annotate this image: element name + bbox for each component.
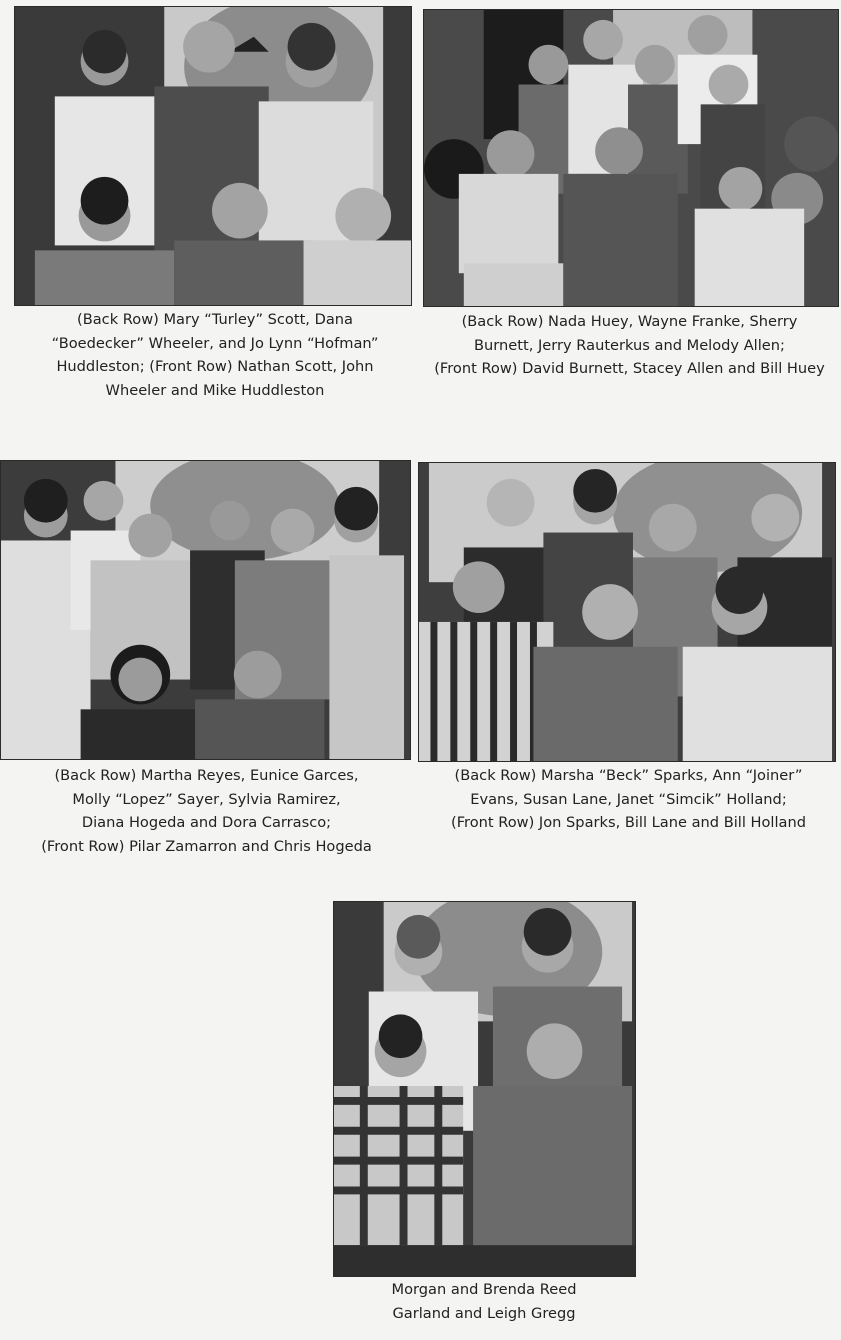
photo-5-caption-line: Garland and Leigh Gregg: [392, 1304, 576, 1322]
photo-1-caption: [0, 308, 430, 402]
group-photo-4: [418, 462, 836, 762]
group-photo-3-image: [1, 461, 410, 759]
group-photo-2: [423, 9, 839, 307]
group-photo-5-image: [334, 902, 635, 1276]
photo-4-caption: [416, 764, 841, 835]
photo-3-caption-line: (Front Row) Pilar Zamarron and Chris Hogeda: [41, 837, 372, 855]
photo-3-caption: [0, 764, 413, 858]
photo-1-caption-line: (Back Row) Mary “Turley” Scott, Dana: [77, 311, 353, 328]
photo-4-caption-line: (Back Row) Marsha “Beck” Sparks, Ann “Joiner”: [454, 767, 803, 784]
photo-3-caption-line: (Back Row) Martha Reyes, Eunice Garces,: [54, 767, 359, 784]
photo-3-caption-line: Molly “Lopez” Sayer, Sylvia Ramirez,: [72, 790, 341, 808]
group-photo-4-image: [419, 463, 835, 761]
group-photo-5: [333, 901, 636, 1277]
group-photo-2-image: [424, 10, 838, 306]
group-photo-1: [14, 6, 412, 306]
photo-1-caption-line: Huddleston; (Front Row) Nathan Scott, John: [56, 358, 374, 375]
photo-4-caption-line: (Front Row) Jon Sparks, Bill Lane and Bill Holland: [451, 814, 806, 831]
photo-3-caption-line: Diana Hogeda and Dora Carrasco;: [81, 814, 332, 831]
photo-5-caption: [300, 1278, 668, 1325]
group-photo-1-image: [15, 7, 411, 305]
photo-2-caption-line: (Front Row) David Burnett, Stacey Allen and Bill Huey: [434, 360, 825, 377]
photo-1-caption-line: “Boedecker” Wheeler, and Jo Lynn “Hofman”: [51, 334, 379, 352]
photo-2-caption: [418, 310, 841, 381]
photo-2-caption-line: Burnett, Jerry Rauterkus and Melody Allen;: [474, 336, 785, 354]
group-photo-3: [0, 460, 411, 760]
photo-2-caption-line: (Back Row) Nada Huey, Wayne Franke, Sherry: [461, 313, 798, 330]
photo-5-caption-line: Morgan and Brenda Reed: [391, 1281, 577, 1298]
photo-1-caption-line: Wheeler and Mike Huddleston: [105, 381, 325, 399]
photo-4-caption-line: Evans, Susan Lane, Janet “Simcik” Holland;: [470, 790, 787, 808]
